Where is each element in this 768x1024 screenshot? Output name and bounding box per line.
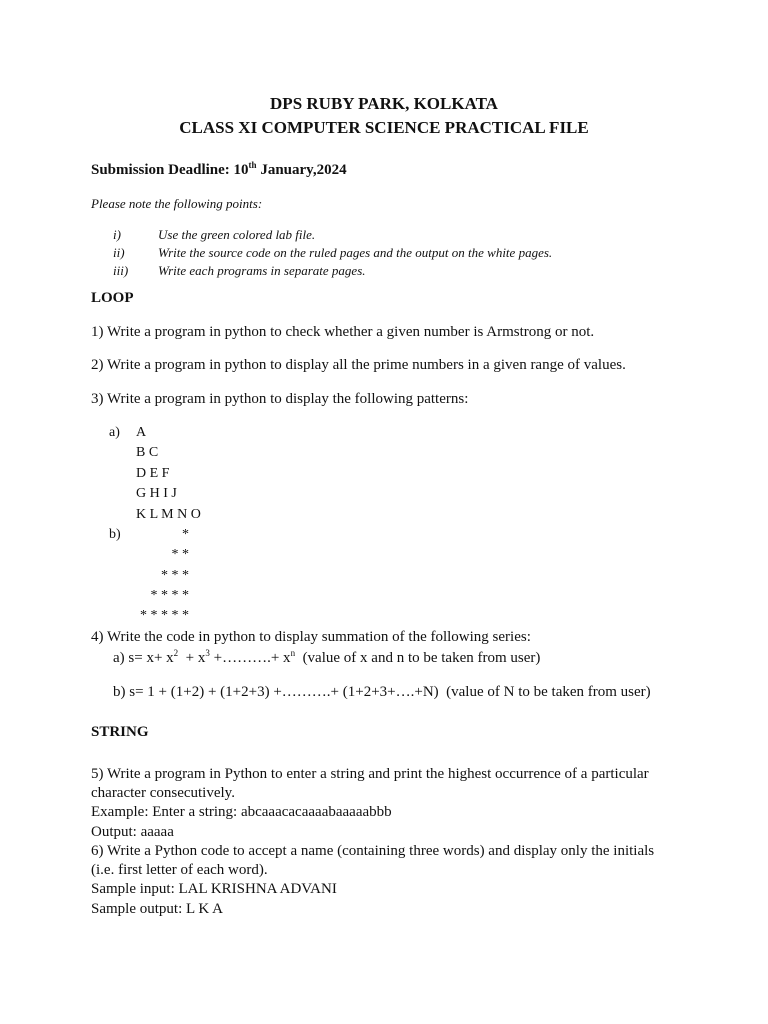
- pattern-line: B C: [136, 445, 159, 460]
- question-6: 6) Write a Python code to accept a name (containing three words) and display only the initials: [91, 843, 655, 859]
- section-heading-string: STRING: [91, 724, 149, 740]
- section-heading-loop: LOOP: [91, 290, 134, 306]
- note-text: Write each programs in separate pages.: [158, 263, 366, 278]
- note-marker: i): [113, 227, 121, 242]
- note-marker: ii): [113, 245, 125, 260]
- pattern-line: * *: [171, 547, 189, 562]
- question-3: 3) Write a program in python to display the following patterns:: [91, 391, 469, 407]
- pattern-line: * * *: [161, 568, 189, 583]
- note-text: Write the source code on the ruled pages and the output on the white pages.: [158, 245, 553, 260]
- pattern-a-label: a): [109, 425, 120, 440]
- question-5-continued: character consecutively.: [91, 785, 235, 801]
- pattern-line: * * * * *: [140, 608, 189, 623]
- question-5: 5) Write a program in Python to enter a string and print the highest occurrence of a particular: [91, 766, 649, 782]
- pattern-line: D E F: [136, 466, 170, 481]
- question-4: 4) Write the code in python to display summation of the following series:: [91, 629, 531, 645]
- pattern-line: K L M N O: [136, 507, 201, 522]
- pattern-line: *: [182, 527, 189, 542]
- question-5-output: Output: aaaaa: [91, 824, 174, 840]
- document-title: CLASS XI COMPUTER SCIENCE PRACTICAL FILE: [179, 118, 589, 137]
- pattern-line: * * * *: [150, 588, 189, 603]
- series-b: b) s= 1 + (1+2) + (1+2+3) +……….+ (1+2+3+….+N) (value of N to be taken from user): [113, 684, 651, 700]
- question-6-sample-output: Sample output: L K A: [91, 901, 223, 917]
- question-2: 2) Write a program in python to display all the prime numbers in a given range of values.: [91, 357, 626, 373]
- pattern-line: A: [136, 425, 147, 440]
- series-a: a) $s= x+ x^2 + x^3$ +……….+ $x^n$ (value of x and n to be taken from user): [113, 648, 541, 666]
- question-6-sample-input: Sample input: LAL KRISHNA ADVANI: [91, 881, 337, 897]
- question-1: 1) Write a program in python to check whether a given number is Armstrong or not.: [91, 324, 595, 340]
- notes-intro: Please note the following points:: [91, 196, 263, 211]
- pattern-b-label: b): [109, 527, 121, 542]
- question-5-example: Example: Enter a string: abcaaacacaaaabaaaaabbb: [91, 804, 392, 820]
- pattern-line: G H I J: [136, 486, 177, 501]
- question-6-continued: (i.e. first letter of each word).: [91, 862, 268, 878]
- school-name: DPS RUBY PARK, KOLKATA: [270, 94, 498, 113]
- note-marker: iii): [113, 263, 129, 278]
- note-text: Use the green colored lab file.: [158, 227, 316, 242]
- submission-deadline: Submission Deadline: 10th January,2024: [91, 160, 347, 178]
